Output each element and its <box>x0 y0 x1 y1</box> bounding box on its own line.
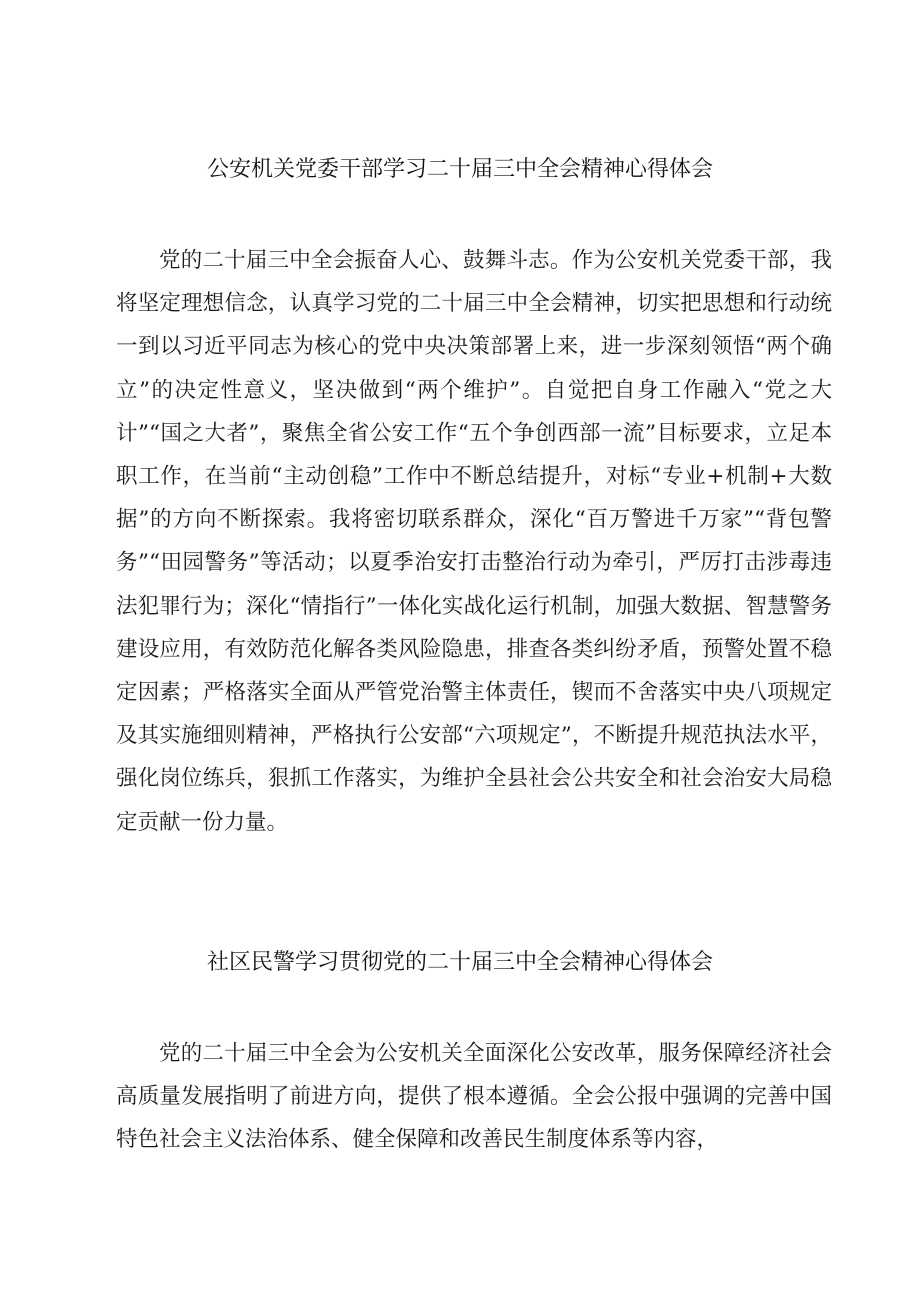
section-1-paragraph: 党的二十届三中全会振奋人心、鼓舞斗志。作为公安机关党委干部，我将坚定理想信念，认真学习党的二十届三中全会精神，切实把思想和行动统一到以习近平同志为核心的党中央决策部署上来，进一步深刻领悟“两个确立”的决定性意义，坚决做到“两个维护”。自觉把自身工作融入“党之大计”“国之大者”，聚焦全省公安工作“五个争创西部一流”目标要求，立足本职工作，在当前“主动创稳”工作中不断总结提升，对标“专业+机制+大数据”的方向不断探索。我将密切联系群众，深化“百万警进千万家”“背包警务”“田园警务”等活动；以夏季治安打击整治行动为牵引，严厉打击涉毒违法犯罪行为；深化“情指行”一体化实战化运行机制，加强大数据、智慧警务建设应用，有效防范化解各类风险隐患，排查各类纠纷矛盾，预警处置不稳定因素；严格落实全面从严管党治警主体责任，锲而不舍落实中央八项规定及其实施细则精神，严格执行公安部“六项规定”，不断提升规范执法水平，强化岗位练兵，狠抓工作落实，为维护全县社会公共安全和社会治安大局稳定贡献一份力量。 <box>116 248 832 835</box>
section-1-title: 公安机关党委干部学习二十届三中全会精神心得体会 <box>206 157 713 182</box>
section-2-title: 社区民警学习贯彻党的二十届三中全会精神心得体会 <box>206 950 713 975</box>
section-2-paragraph: 党的二十届三中全会为公安机关全面深化公安改革，服务保障经济社会高质量发展指明了前进方向，提供了根本遵循。全会公报中强调的完善中国特色社会主义法治体系、健全保障和改善民生制度体系等内容， <box>116 1041 832 1153</box>
